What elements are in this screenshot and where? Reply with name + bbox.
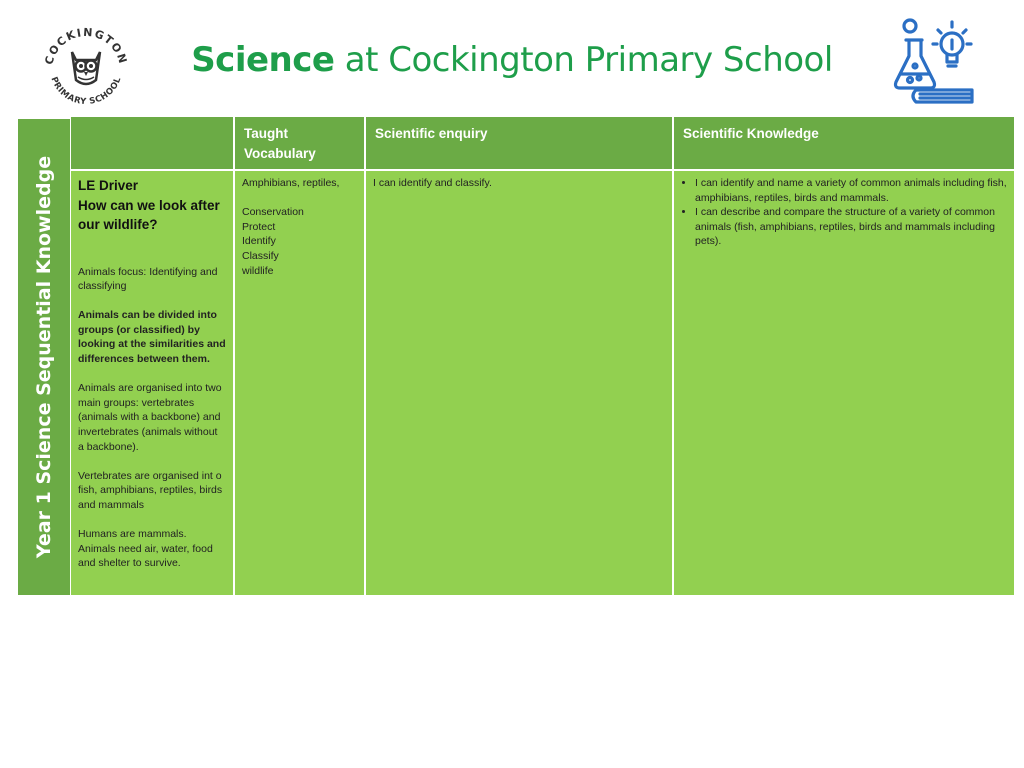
knowledge-list — [681, 176, 1007, 249]
header-driver — [71, 117, 233, 169]
side-label-band — [17, 118, 71, 596]
logo-top-text: COCKINGTON — [42, 25, 130, 67]
vocab-item: Protect — [242, 220, 276, 233]
enquiry-cell — [366, 171, 672, 595]
driver-cell — [71, 171, 233, 595]
driver-needs: Animals need air, water, food and shelter to survive. — [78, 542, 213, 570]
header-enquiry: Scientific enquiry — [366, 117, 672, 169]
science-flask-bulb-icon — [888, 16, 980, 108]
page-title-strong: Science — [191, 40, 335, 80]
page-title-rest: at Cockington Primary School — [334, 40, 833, 80]
driver-vertebrates: Vertebrates are organised int o fish, amphibians, reptiles, birds and mammals — [78, 469, 223, 511]
driver-title-line-2: How can we look after our wildlife? — [78, 197, 220, 232]
driver-focus: Animals focus: Identifying and classifying — [78, 265, 218, 293]
logo-bottom-text: PRIMARY SCHOOL — [48, 75, 124, 108]
driver-title — [78, 176, 226, 235]
enquiry-text: I can identify and classify. — [373, 177, 492, 189]
knowledge-item: • I can describe and compare the structure of a variety of common animals (fish, amphibians, reptiles, birds and mammals including pets). — [695, 205, 1007, 249]
driver-humans: Humans are mammals. — [78, 528, 187, 541]
knowledge-cell — [674, 171, 1014, 595]
vocab-first: Amphibians, reptiles, — [242, 177, 340, 189]
vocab-item: Identify — [242, 235, 276, 248]
vocab-item: Classify — [242, 249, 279, 262]
vocabulary-cell — [235, 171, 364, 595]
vocab-item: wildlife — [242, 264, 274, 277]
knowledge-item: • I can identify and name a variety of common animals including fish, amphibians, reptiles, birds and mammals. — [695, 176, 1007, 205]
driver-groups: Animals are organised into two main groups: vertebrates (animals with a backbone) and invertebrates (animals without a backbone). — [78, 382, 222, 453]
driver-title-line-1: LE Driver — [78, 178, 139, 193]
side-label-text: Year 1 Science Sequential Knowledge — [33, 155, 55, 559]
header-knowledge: Scientific Knowledge — [674, 117, 1014, 169]
page-title — [0, 40, 1024, 80]
driver-key-point: Animals can be divided into groups (or classified) by looking at the similarities and differences between them. — [78, 309, 226, 366]
header-vocabulary: Taught Vocabulary — [235, 117, 364, 169]
curriculum-table — [71, 117, 1008, 594]
vocab-item: Conservation — [242, 206, 304, 219]
